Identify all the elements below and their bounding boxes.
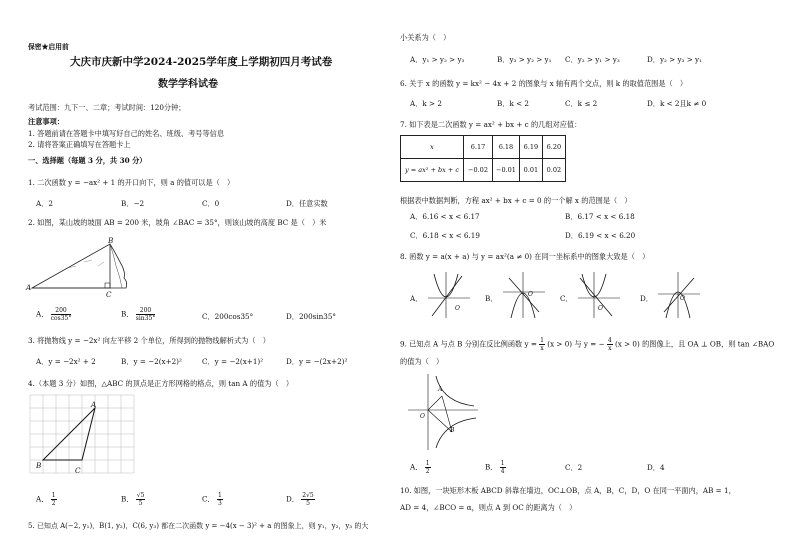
q1-option-b[interactable]: B．−2 [121, 199, 145, 208]
table-cell: 6.18 [493, 136, 520, 159]
q7-option-a[interactable]: A．6.16 < x < 6.17 [410, 212, 480, 221]
table-cell: 6.17 [464, 136, 493, 159]
q8-origin-c: O [598, 305, 603, 312]
q9-option-a-fraction [425, 460, 431, 475]
fraction-num: 1 [540, 337, 544, 344]
q2-option-c[interactable]: C．200cos35° [202, 312, 254, 321]
q9-option-a-label: A． [410, 462, 423, 472]
q9-graph [408, 372, 480, 452]
fraction-num: 200 [136, 307, 156, 315]
table-cell: y = ax² + bx + c [401, 159, 464, 182]
fraction-num: √5 [136, 492, 145, 499]
fraction-den: 3 [217, 500, 222, 507]
q8-origin-d: O [680, 295, 685, 302]
q5-text: 5. 已知点 A(−2, y₁)，B(1, y₂)，C(6, y₃) 都在二次函数 y = −4(x − 3)² + a 的图象上，则 y₁，y₂，y₃ 的大 [28, 522, 369, 530]
exam-scope: 考试范围：九下一、二章；考试时间：120分钟； [28, 103, 186, 112]
q9-fraction-1 [539, 337, 545, 352]
q8-option-b[interactable]: B． [485, 294, 498, 303]
q4-option-a-label: A． [36, 494, 49, 504]
q1-option-c[interactable]: C．0 [202, 199, 220, 208]
q3-option-d[interactable]: D．y = −(2x+2)² [286, 357, 348, 366]
table-cell: 6.20 [542, 136, 565, 159]
q2-option-b-label: B． [121, 309, 134, 319]
table-cell: 6.19 [519, 136, 542, 159]
q4-option-a-fraction [51, 492, 57, 507]
q4-label-c: C [75, 466, 81, 475]
q8-graph-b [503, 272, 547, 320]
fraction-den: sin35° [135, 315, 156, 322]
q4-option-b-label: B． [121, 494, 134, 504]
q9-option-c[interactable]: C．2 [565, 463, 583, 472]
fraction-num: 200 [51, 307, 72, 315]
note-2: 2. 请将答案正确填写在答题卡上 [28, 140, 131, 149]
fraction-num: 1 [425, 460, 430, 467]
fraction-den: cos35° [50, 315, 72, 322]
fraction-den: 2 [425, 468, 430, 475]
q5-option-a[interactable]: A．y₁ > y₂ > y₃ [410, 55, 465, 64]
fraction-den: 5 [138, 500, 143, 507]
q4-option-c-label: C． [202, 494, 215, 504]
q7-option-d[interactable]: D．6.19 < x < 6.20 [565, 231, 636, 240]
q4-label-b: B [36, 461, 42, 470]
q7-text-2: 根据表中数据判断，方程 ax² + bx + c = 0 的一个解 x 的范围是（ ） [400, 196, 632, 205]
q4-option-b[interactable] [121, 492, 145, 507]
q9-option-b-label: B． [485, 462, 498, 472]
fraction-den: 5 [306, 500, 310, 507]
q7-text: 7. 如下表是二次函数 y = ax² + bx + c 的几组对应值： [400, 120, 582, 129]
q3-option-a[interactable]: A．y = −2x² + 2 [36, 357, 96, 366]
q8-origin-a: O [455, 305, 460, 312]
fraction-num: 2√5 [302, 492, 314, 499]
fraction-num: 1 [500, 460, 505, 467]
table-row [401, 136, 566, 159]
q4-grid-figure [30, 395, 140, 475]
q2-option-b[interactable] [121, 307, 155, 322]
q8-option-a[interactable]: A． [410, 294, 423, 303]
q1-text: 1. 二次函数 y = −ax² + 1 的开口向下，则 a 的值可以是（ ） [28, 178, 235, 187]
q4-option-c-fraction [217, 492, 223, 507]
q9-text-pre: 9. 已知点 A 与点 B 分别在反比例函数 y = [400, 339, 537, 349]
table-cell: 0.01 [519, 159, 542, 182]
fraction-den: 4 [500, 468, 505, 475]
q6-option-c[interactable]: C．k ≤ 2 [565, 99, 598, 108]
q4-option-d-label: D． [286, 494, 299, 504]
q9-fraction-2 [607, 337, 613, 352]
q8-text: 8. 函数 y = a(x + a) 与 y = ax²(a ≠ 0) 在同一坐标系中的图象大致是（ ） [400, 252, 650, 261]
q3-option-b[interactable]: B．y = −2(x+2)² [121, 357, 182, 366]
q4-option-d-fraction [301, 492, 314, 507]
q6-text: 6. 关于 x 的函数 y = kx² − 4x + 2 的图象与 x 轴有两个交点，则 k 的取值范围是（ ） [400, 79, 688, 88]
q4-option-c[interactable] [202, 492, 223, 507]
table-row [401, 159, 566, 182]
q2-text: 2. 如图，某山坡的坡面 AB = 200 米，坡角 ∠BAC = 35°，则该山坡的高度 BC 是（ ）米 [28, 218, 327, 227]
exam-title: 大庆市庆新中学2024-2025学年度上学期初四月考试卷 [70, 56, 333, 68]
q5-option-b[interactable]: B．y₃ > y₂ > y₁ [497, 55, 552, 64]
q7-option-c[interactable]: C．6.18 < x < 6.19 [410, 231, 480, 240]
q9-option-d[interactable]: D．4 [647, 463, 665, 472]
q2-option-d[interactable]: D．200sin35° [286, 312, 337, 321]
q6-option-d[interactable]: D．k < 2且k ≠ 0 [647, 99, 707, 108]
q2-option-a[interactable] [36, 307, 71, 322]
fraction-den: x [540, 345, 544, 352]
q4-text: 4.（本题 3 分）如图，△ABC 的顶点是正方形网格的格点，则 tan A 的值为（ ） [28, 379, 294, 388]
q3-text: 3. 将抛物线 y = −2x² 向左平移 2 个单位，所得到的抛物线解析式为（ ） [28, 336, 270, 345]
fraction-num: 4 [607, 337, 612, 344]
q9-origin: O [420, 413, 425, 420]
section-1-title: 一、选择题（每题 3 分，共 30 分） [28, 156, 147, 165]
fraction-den: x [608, 345, 612, 352]
table-cell: 0.02 [542, 159, 565, 182]
q2-option-b-fraction [136, 307, 156, 322]
q8-option-c[interactable]: C． [560, 294, 573, 303]
fraction-num: 1 [51, 492, 56, 499]
q4-option-d[interactable] [286, 492, 315, 507]
table-cell: −0.01 [493, 159, 520, 182]
q4-option-b-fraction [136, 492, 146, 507]
q9-text-continued: 的值为（ ） [400, 357, 444, 366]
q8-graph-a [428, 272, 472, 320]
q5-option-c[interactable]: C．y₂ > y₁ > y₃ [565, 55, 620, 64]
q2-label-b: B [108, 236, 114, 245]
secret-label: 保密★启用前 [28, 43, 69, 51]
q1-option-a[interactable]: A．2 [36, 199, 53, 208]
q10-text-2: AD = 4，∠BCO = α，则点 A 到 OC 的距离为（ ） [400, 503, 577, 512]
notes-title: 注意事项： [28, 117, 64, 126]
q2-label-c: C [106, 290, 112, 299]
fraction-den: 2 [51, 500, 56, 507]
q10-text: 10. 如图，一块矩形木板 ABCD 斜靠在墙边，OC⊥OB，点 A，B，C，D，O 在同一平面内，AB = 1， [400, 486, 736, 495]
q7-option-b[interactable]: B．6.17 < x < 6.18 [565, 212, 635, 221]
q9-label-a: A [438, 386, 443, 393]
q9-option-b-fraction [500, 460, 506, 475]
q5-text-continued: 小关系为（ ） [400, 33, 451, 42]
q2-slope-figure [28, 232, 138, 298]
q7-value-table [400, 135, 566, 182]
q1-option-d[interactable]: D．任意实数 [286, 199, 328, 208]
q9-label-b: B [450, 427, 455, 434]
q2-label-a: A [26, 283, 32, 292]
q6-option-a[interactable]: A．k > 2 [410, 99, 442, 108]
q9-text [400, 337, 774, 352]
q2-option-a-label: A． [36, 309, 49, 319]
fraction-num: 1 [217, 492, 222, 499]
table-cell: −0.02 [464, 159, 493, 182]
q8-option-d[interactable]: D． [640, 294, 653, 303]
q4-option-a[interactable] [36, 492, 57, 507]
exam-subtitle: 数学学科试卷 [158, 79, 218, 90]
q9-text-post: (x > 0) 的图像上，且 OA ⊥ OB，则 tan ∠BAO [614, 339, 775, 349]
q9-text-mid: (x > 0) 与 y = − [547, 339, 605, 349]
q2-option-a-fraction [51, 307, 72, 322]
q9-option-b[interactable] [485, 460, 506, 475]
table-cell: x [401, 136, 464, 159]
q6-option-b[interactable]: B．k < 2 [497, 99, 529, 108]
q5-option-d[interactable]: D．y₂ > y₃ > y₁ [647, 55, 702, 64]
q9-option-a[interactable] [410, 460, 431, 475]
q8-origin-b: O [528, 291, 533, 298]
q4-label-a: A [91, 400, 97, 409]
q3-option-c[interactable]: C．y = −2(x+1)² [202, 357, 264, 366]
note-1: 1. 答题前请在答题卡中填写好自己的姓名、班级、考号等信息 [28, 129, 225, 138]
